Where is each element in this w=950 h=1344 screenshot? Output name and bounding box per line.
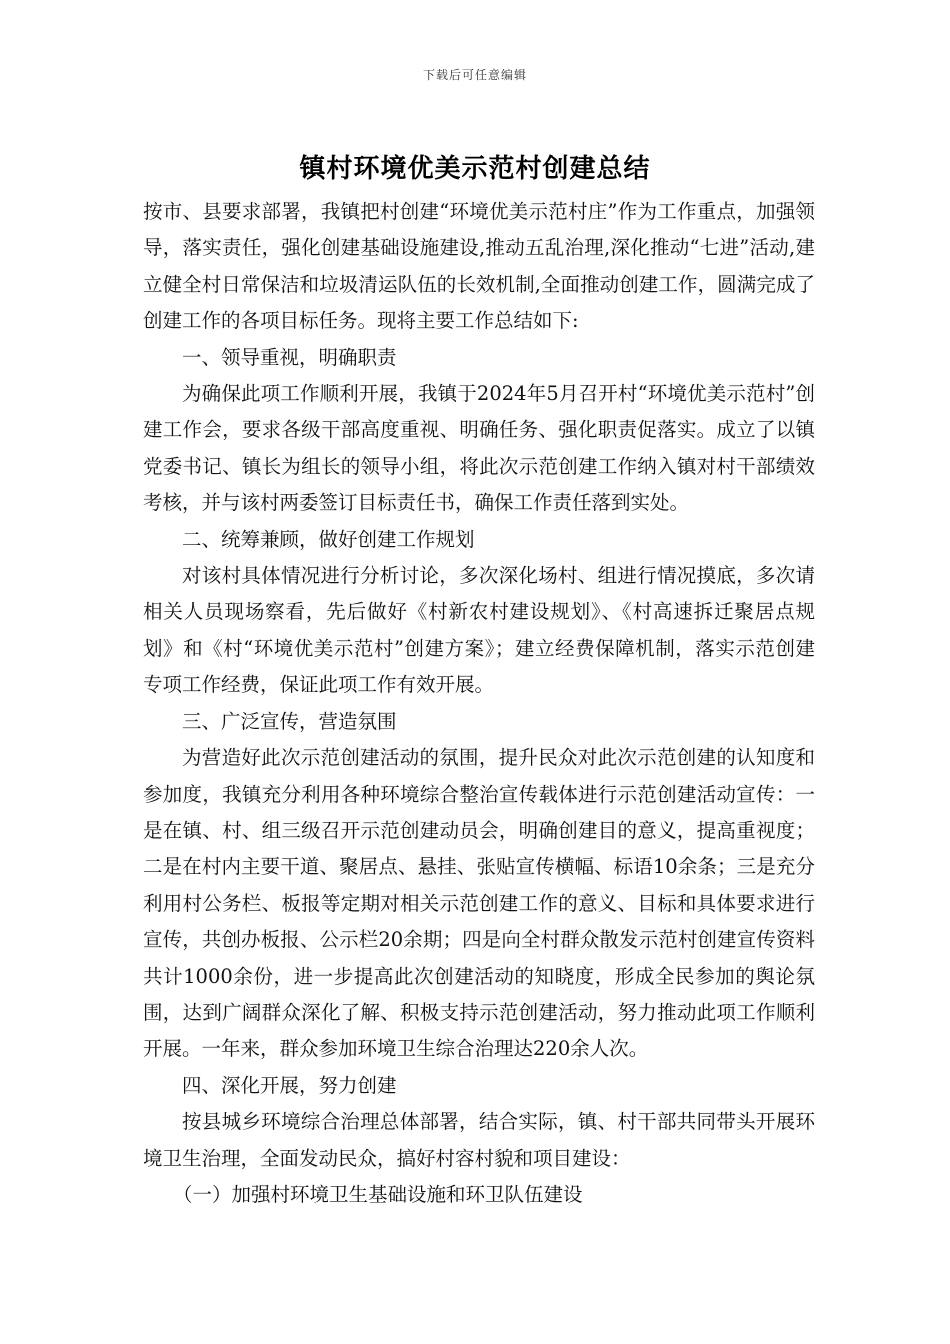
- section-paragraph-1: 为确保此项工作顺利开展，我镇于2024年5月召开村“环境优美示范村”创建工作会，要求各级干部高度重视、明确任务、强化职责促落实。成立了以镇党委书记、镇长为组长的领导小组，将此次示范创建工作纳入镇对村干部绩效考核，并与该村两委签订目标责任书，确保工作责任落到实处。: [143, 382, 815, 515]
- document-body: [143, 194, 815, 1213]
- header-note: 下载后可任意编辑: [422, 68, 527, 82]
- section-paragraph-2: 对该村具体情况进行分析讨论，多次深化场村、组进行情况摸底，多次请相关人员现场察看，先后做好《村新农村建设规划》、《村高速拆迁聚居点规划》和《村“环境优美示范村”创建方案》；建立经费保障机制，落实示范创建专项工作经费，保证此项工作有效开展。: [143, 564, 815, 697]
- section-heading-3: 三、广泛宣传，营造氛围: [182, 709, 397, 733]
- section-heading-2: 二、统筹兼顾，做好创建工作规划: [182, 527, 475, 551]
- intro-paragraph: 按市、县要求部署，我镇把村创建“环境优美示范村庄”作为工作重点，加强领导，落实责任，强化创建基础设施建设,推动五乱治理,深化推动“七进”活动,建立健全村日常保洁和垃圾清运队伍的长效机制,全面推动创建工作，圆满完成了创建工作的各项目标任务。现将主要工作总结如下:: [143, 200, 815, 333]
- subsection-heading-1: （一）加强村环境卫生基础设施和环卫队伍建设: [173, 1182, 583, 1206]
- section-heading-1: 一、领导重视，明确职责: [182, 345, 397, 369]
- document-title: 镇村环境优美示范村创建总结: [299, 154, 651, 184]
- section-heading-4: 四、深化开展，努力创建: [182, 1073, 397, 1097]
- section-paragraph-4: 按县城乡环境综合治理总体部署，结合实际，镇、村干部共同带头开展环境卫生治理，全面发动民众，搞好村容村貌和项目建设：: [143, 1110, 815, 1170]
- section-paragraph-3: 为营造好此次示范创建活动的氛围，提升民众对此次示范创建的认知度和参加度，我镇充分利用各种环境综合整治宣传载体进行示范创建活动宣传：一是在镇、村、组三级召开示范创建动员会，明确创建目的意义，提高重视度；二是在村内主要干道、聚居点、悬挂、张贴宣传横幅、标语10余条；三是充分利用村公务栏、板报等定期对相关示范创建工作的意义、目标和具体要求进行宣传，共创办板报、公示栏20余期；四是向全村群众散发示范村创建宣传资料共计1000余份，进一步提高此次创建活动的知晓度，形成全民参加的舆论氛围，达到广阔群众深化了解、积极支持示范创建活动，努力推动此项工作顺利开展。一年来，群众参加环境卫生综合治理达220余人次。: [143, 746, 815, 1061]
